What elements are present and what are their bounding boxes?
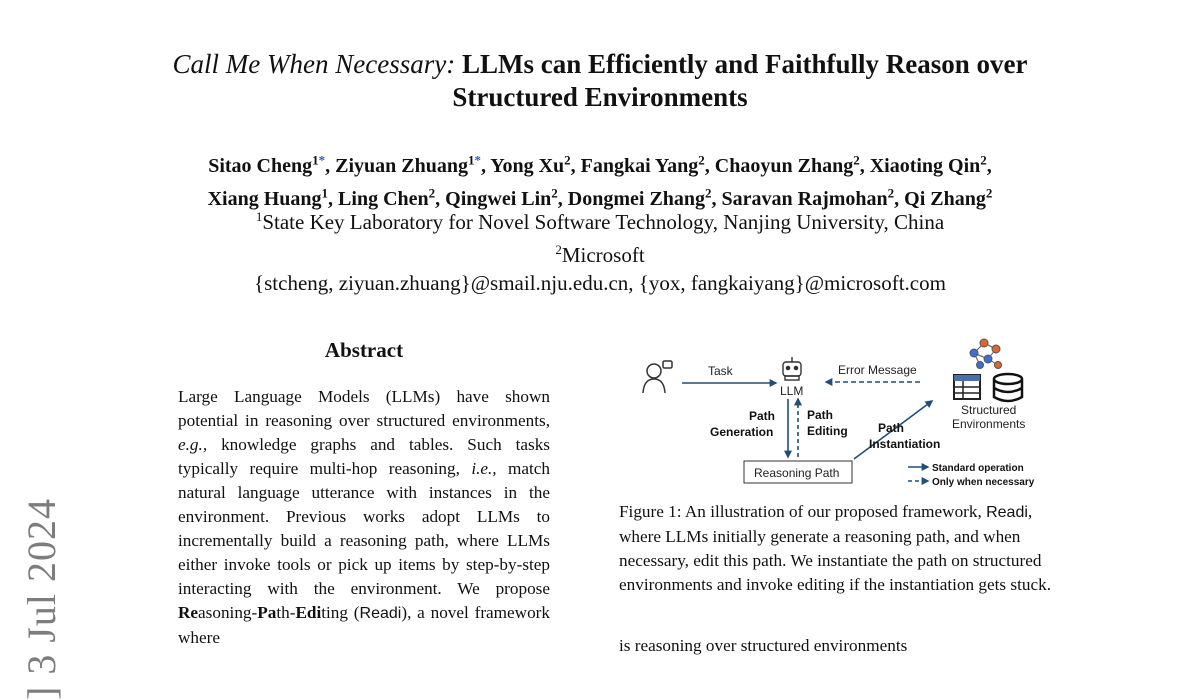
legend-standard-label: Standard operation — [932, 463, 1024, 474]
author: Dongmei Zhang$^2$, — [567, 185, 722, 211]
task-label: Task — [708, 364, 733, 378]
user-icon — [643, 361, 672, 393]
error-message-label: Error Message — [838, 363, 917, 377]
figure-1-diagram — [630, 335, 1080, 490]
legend — [908, 463, 1035, 488]
structured-label: Structured — [961, 403, 1017, 417]
author: Qingwei Lin$^2$, — [445, 185, 568, 211]
author: Ling Chen$^2$, — [338, 185, 446, 211]
path-label-inst: Path — [878, 421, 905, 435]
llm-label: LLM — [780, 384, 804, 398]
body-text-cut: is reasoning over structured environments — [619, 636, 908, 655]
author: Sitao Cheng$^{1*}$, — [208, 152, 336, 177]
editing-label: Editing — [807, 424, 848, 438]
robot-icon — [783, 357, 801, 380]
knowledge-graph-icon — [970, 339, 1002, 369]
environments-label: Environments — [952, 417, 1026, 431]
reasoning-path-label: Reasoning Path — [754, 466, 840, 480]
author: Xiang Huang$^1$, — [207, 185, 339, 211]
author: Qi Zhang$^2$ — [904, 185, 993, 211]
legend-necessary-label: Only when necessary — [932, 477, 1035, 488]
affiliations — [100, 203, 1100, 297]
title-line2: Structured Environments — [452, 82, 748, 112]
author: Xiaoting Qin$^2$, — [869, 152, 992, 177]
title-line1: LLMs can Efficiently and Faithfully Reason over — [455, 49, 1028, 79]
path-label-left: Path — [749, 409, 776, 423]
affiliation-1: $^1$State Key Laboratory for Novel Software Technology, Nanjing University, China — [255, 209, 945, 234]
author: Saravan Rajmohan$^2$, — [721, 185, 905, 211]
author: Ziyuan Zhuang$^{1*}$, — [335, 152, 491, 177]
author: Chaoyun Zhang$^2$, — [714, 152, 870, 177]
abstract-body: Large Language Models (LLMs) have shown potential in reasoning over structured environments, e.g., knowledge graphs and tables. Such tasks typically require multi-hop reasoning, i.e., match natural language utterance with instances in the environment. Previous works adopt LLMs to incrementally build a reasoning path, where LLMs either invoke tools or pick up items by step-by-step interacting with the environment. We propose Reasoning-Path-Editing (Readi), a novel framework where — [178, 387, 551, 647]
table-icon — [954, 375, 980, 399]
figure-caption: Figure 1: An illustration of our proposed framework, Readi, where LLMs initially generate a reasoning path, and when necessary, edit this path. We instantiate the path on structured environments and invoke editing if the instantiation gets stuck. — [619, 502, 1051, 594]
affiliation-2: $^2$Microsoft — [555, 242, 645, 267]
database-icon — [994, 374, 1022, 401]
author-emails: {stcheng, ziyuan.zhuang}@smail.nju.edu.cn, {yox, fangkaiyang}@microsoft.com — [254, 271, 946, 295]
author: Fangkai Yang$^2$, — [580, 152, 715, 177]
arxiv-date-stamp: ] 3 Jul 2024 — [19, 498, 64, 700]
instantiation-label: Instantiation — [869, 437, 941, 451]
title-italic: Call Me When Necessary: — [172, 49, 456, 79]
generation-label: Generation — [710, 425, 774, 439]
paper-title — [100, 48, 1100, 114]
path-label-right: Path — [807, 408, 834, 422]
abstract-heading: Abstract — [324, 338, 404, 362]
author: Yong Xu$^2$, — [490, 152, 581, 177]
